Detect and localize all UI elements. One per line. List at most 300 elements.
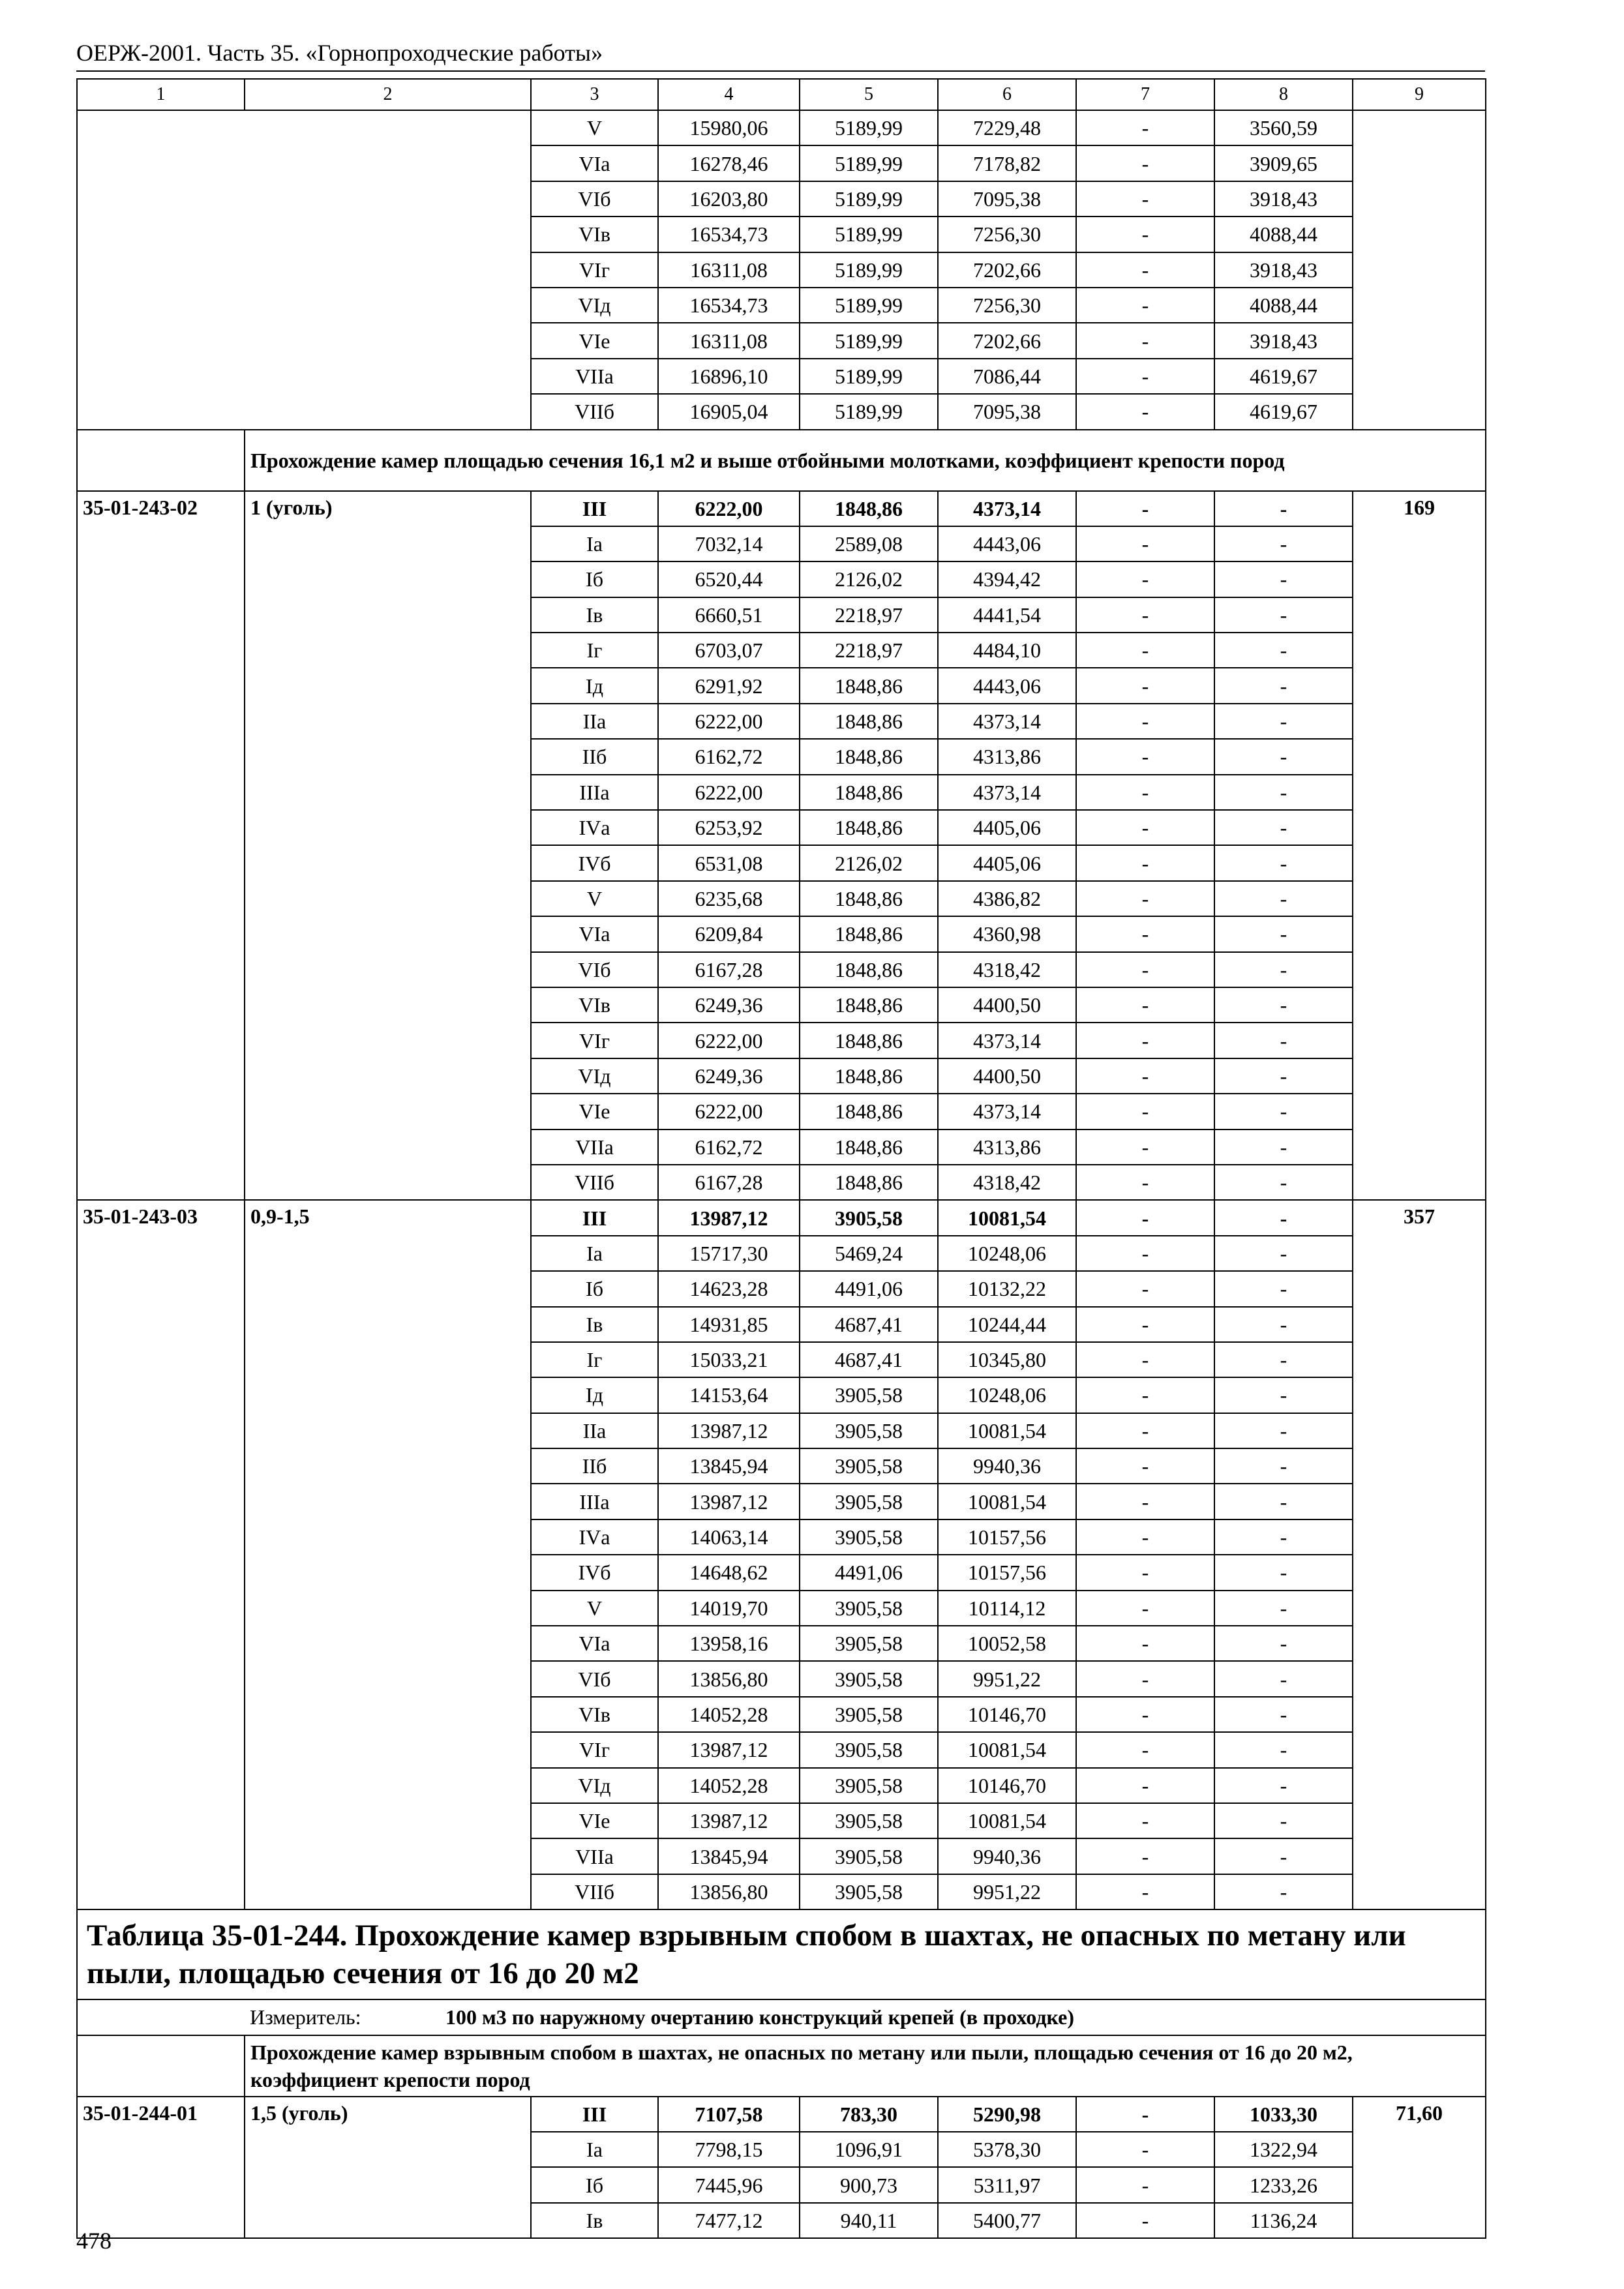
- cell-col-7: -: [1076, 987, 1214, 1023]
- cell-col-6: 9951,22: [938, 1874, 1076, 1909]
- cell-col-8: -: [1214, 1626, 1353, 1661]
- cell-col-6: 10146,70: [938, 1768, 1076, 1803]
- cell-col-3: VIд: [531, 1768, 658, 1803]
- column-number: 7: [1076, 79, 1214, 110]
- cell-col-8: 1136,24: [1214, 2203, 1353, 2238]
- unit-row: [77, 1999, 1486, 2035]
- cell-col-4: 14052,28: [658, 1768, 800, 1803]
- cell-col-8: -: [1214, 1023, 1353, 1058]
- cell-col-6: 4318,42: [938, 1165, 1076, 1200]
- header-rule: [76, 70, 1485, 72]
- cell-col-7: -: [1076, 1307, 1214, 1342]
- cell-col-5: 1848,86: [800, 739, 938, 774]
- cell-col-5: 1848,86: [800, 1023, 938, 1058]
- cell-col-8: -: [1214, 1697, 1353, 1732]
- table-row: [77, 2097, 1486, 2132]
- cell-col-5: 1848,86: [800, 775, 938, 810]
- cell-col-3: Iд: [531, 668, 658, 703]
- cell-col-4: 14063,14: [658, 1519, 800, 1555]
- cell-col-3: VIб: [531, 181, 658, 217]
- cell-col-6: 4400,50: [938, 987, 1076, 1023]
- cell-col-4: 6291,92: [658, 668, 800, 703]
- cell-col-7: -: [1076, 916, 1214, 951]
- cell-col-3: Iб: [531, 1271, 658, 1306]
- cell-col-7: -: [1076, 1484, 1214, 1519]
- cell-col-6: 7095,38: [938, 181, 1076, 217]
- unit-measure: [245, 1999, 1486, 2035]
- cell-col-3: VIв: [531, 987, 658, 1023]
- cell-col-3: Iб: [531, 2167, 658, 2202]
- cell-col-5: 900,73: [800, 2167, 938, 2202]
- cell-col-5: 1848,86: [800, 1165, 938, 1200]
- cell-col-7: -: [1076, 1448, 1214, 1484]
- empty-cell: [77, 110, 531, 430]
- cell-col-7: -: [1076, 1130, 1214, 1165]
- cell-col-5: 3905,58: [800, 1732, 938, 1767]
- cell-col-6: 4443,06: [938, 526, 1076, 561]
- cell-col-7: -: [1076, 739, 1214, 774]
- cell-col-8: 4088,44: [1214, 217, 1353, 252]
- cell-col-8: -: [1214, 526, 1353, 561]
- cell-col-8: 3918,43: [1214, 181, 1353, 217]
- cell-col-3: VIе: [531, 1094, 658, 1129]
- cell-col-6: 10146,70: [938, 1697, 1076, 1732]
- cell-col-3: VIа: [531, 145, 658, 181]
- cell-col-5: 1848,86: [800, 1058, 938, 1094]
- rock-hardness: 1 (уголь): [245, 491, 531, 1201]
- cell-col-3: IIIа: [531, 1484, 658, 1519]
- cell-col-3: VIв: [531, 217, 658, 252]
- cell-col-4: 7032,14: [658, 526, 800, 561]
- cell-col-4: 6162,72: [658, 739, 800, 774]
- cell-col-3: Iг: [531, 633, 658, 668]
- cell-col-7: -: [1076, 668, 1214, 703]
- cell-col-8: -: [1214, 561, 1353, 597]
- cell-col-4: 13856,80: [658, 1661, 800, 1696]
- cell-col-4: 15033,21: [658, 1342, 800, 1377]
- cell-col-7: -: [1076, 1732, 1214, 1767]
- cell-col-6: 10081,54: [938, 1732, 1076, 1767]
- cell-col-3: Iа: [531, 1236, 658, 1271]
- cell-col-5: 2218,97: [800, 597, 938, 633]
- cell-col-8: -: [1214, 1165, 1353, 1200]
- cell-col-6: 4313,86: [938, 1130, 1076, 1165]
- cell-col-4: 6167,28: [658, 952, 800, 987]
- cell-col-3: VIв: [531, 1697, 658, 1732]
- cell-col-3: V: [531, 110, 658, 145]
- cell-col-4: 6222,00: [658, 704, 800, 739]
- cell-col-8: -: [1214, 1555, 1353, 1590]
- cell-col-3: V: [531, 881, 658, 916]
- cell-col-8: 1033,30: [1214, 2097, 1353, 2132]
- rock-hardness: 1,5 (уголь): [245, 2097, 531, 2239]
- cell-col-7: -: [1076, 1768, 1214, 1803]
- cell-col-5: 4491,06: [800, 1555, 938, 1590]
- page-number: 478: [76, 2228, 112, 2254]
- cell-col-6: 7178,82: [938, 145, 1076, 181]
- cell-col-8: -: [1214, 1448, 1353, 1484]
- cell-col-5: 3905,58: [800, 1697, 938, 1732]
- cell-col-3: VIе: [531, 323, 658, 358]
- cell-col-4: 7107,58: [658, 2097, 800, 2132]
- section-heading-row: [77, 2035, 1486, 2097]
- cell-col-8: -: [1214, 1342, 1353, 1377]
- cell-col-6: 10157,56: [938, 1555, 1076, 1590]
- cell-col-7: -: [1076, 526, 1214, 561]
- cell-col-6: 7202,66: [938, 252, 1076, 288]
- cell-col-4: 6703,07: [658, 633, 800, 668]
- cell-col-6: 4441,54: [938, 597, 1076, 633]
- cell-col-8: -: [1214, 810, 1353, 845]
- cell-col-3: VIIа: [531, 1130, 658, 1165]
- cell-col-6: 4318,42: [938, 952, 1076, 987]
- cell-col-3: VIг: [531, 252, 658, 288]
- cell-col-4: 14019,70: [658, 1591, 800, 1626]
- cell-col-8: -: [1214, 1236, 1353, 1271]
- cell-col-6: 10114,12: [938, 1591, 1076, 1626]
- cell-col-8: -: [1214, 1732, 1353, 1767]
- cell-col-5: 3905,58: [800, 1626, 938, 1661]
- unit-label: Измеритель:: [250, 2005, 361, 2029]
- empty-cell: [77, 430, 245, 491]
- cell-col-7: -: [1076, 1519, 1214, 1555]
- cell-col-6: 4443,06: [938, 668, 1076, 703]
- cell-col-3: Iв: [531, 597, 658, 633]
- cell-col-3: VIе: [531, 1803, 658, 1838]
- cell-col-6: 7229,48: [938, 110, 1076, 145]
- cell-col-5: 5189,99: [800, 394, 938, 429]
- cell-col-6: 10345,80: [938, 1342, 1076, 1377]
- cell-col-6: 5290,98: [938, 2097, 1076, 2132]
- cell-col-6: 7095,38: [938, 394, 1076, 429]
- cell-col-8: -: [1214, 1519, 1353, 1555]
- cell-col-8: -: [1214, 881, 1353, 916]
- cell-col-5: 4687,41: [800, 1342, 938, 1377]
- cell-col-5: 3905,58: [800, 1768, 938, 1803]
- cell-col-3: VIIб: [531, 1165, 658, 1200]
- cell-col-6: 4373,14: [938, 1023, 1076, 1058]
- empty-cell: [77, 1999, 245, 2035]
- cell-col-8: 3560,59: [1214, 110, 1353, 145]
- cell-col-6: 4394,42: [938, 561, 1076, 597]
- cell-col-8: -: [1214, 1803, 1353, 1838]
- cell-col-3: VIа: [531, 1626, 658, 1661]
- cell-col-3: IVа: [531, 810, 658, 845]
- cell-col-8: -: [1214, 1271, 1353, 1306]
- cell-col-4: 6520,44: [658, 561, 800, 597]
- cell-col-3: VIIб: [531, 1874, 658, 1909]
- cell-col-7: -: [1076, 2097, 1214, 2132]
- cell-col-6: 4400,50: [938, 1058, 1076, 1094]
- cell-col-3: IVб: [531, 1555, 658, 1590]
- cell-col-7: -: [1076, 704, 1214, 739]
- cell-col-5: 5189,99: [800, 181, 938, 217]
- cell-col-6: 4386,82: [938, 881, 1076, 916]
- cell-col-7: -: [1076, 1838, 1214, 1874]
- cell-col-4: 13845,94: [658, 1448, 800, 1484]
- cell-col-3: VIб: [531, 952, 658, 987]
- cell-col-5: 4491,06: [800, 1271, 938, 1306]
- column-number: 1: [77, 79, 245, 110]
- cell-col-3: VIIа: [531, 359, 658, 394]
- cell-col-3: IIа: [531, 704, 658, 739]
- cell-col-8: -: [1214, 668, 1353, 703]
- cell-col-6: 4360,98: [938, 916, 1076, 951]
- cell-col-8: -: [1214, 491, 1353, 526]
- cell-col-3: IIа: [531, 1413, 658, 1448]
- cell-col-5: 5189,99: [800, 288, 938, 323]
- cell-col-5: 3905,58: [800, 1591, 938, 1626]
- table-title: Таблица 35-01-244. Прохождение камер взрывным спобом в шахтах, не опасных по метану или пыли, площадью сечения от 16 до 20 м2: [77, 1909, 1486, 1999]
- cell-col-5: 3905,58: [800, 1874, 938, 1909]
- cell-col-4: 6253,92: [658, 810, 800, 845]
- unit-value: 100 м3 по наружному очертанию конструкций крепей (в проходке): [445, 2005, 1075, 2029]
- cell-col-7: -: [1076, 2203, 1214, 2238]
- cell-col-4: 13987,12: [658, 1484, 800, 1519]
- cell-col-4: 16278,46: [658, 145, 800, 181]
- cell-col-8: 3918,43: [1214, 252, 1353, 288]
- cell-col-8: 1322,94: [1214, 2132, 1353, 2167]
- cell-col-8: -: [1214, 775, 1353, 810]
- labor-cost: 357: [1353, 1200, 1486, 1909]
- cell-col-8: -: [1214, 633, 1353, 668]
- cell-col-3: Iд: [531, 1377, 658, 1413]
- cell-col-4: 13987,12: [658, 1732, 800, 1767]
- table-title-row: [77, 1909, 1486, 1999]
- cell-col-4: 13958,16: [658, 1626, 800, 1661]
- cell-col-7: -: [1076, 1555, 1214, 1590]
- rock-hardness: 0,9-1,5: [245, 1200, 531, 1909]
- cell-col-4: 16311,08: [658, 252, 800, 288]
- cell-col-6: 10052,58: [938, 1626, 1076, 1661]
- cell-col-4: 6249,36: [658, 987, 800, 1023]
- cell-col-4: 7798,15: [658, 2132, 800, 2167]
- empty-cell: [1353, 110, 1486, 430]
- cell-col-4: 15717,30: [658, 1236, 800, 1271]
- cell-col-6: 4484,10: [938, 633, 1076, 668]
- cell-col-7: -: [1076, 1236, 1214, 1271]
- cell-col-3: IIб: [531, 739, 658, 774]
- cell-col-6: 9951,22: [938, 1661, 1076, 1696]
- rate-code: 35-01-243-03: [77, 1200, 245, 1909]
- cell-col-4: 16203,80: [658, 181, 800, 217]
- cell-col-4: 15980,06: [658, 110, 800, 145]
- column-number: 5: [800, 79, 938, 110]
- cell-col-8: -: [1214, 845, 1353, 880]
- cell-col-7: -: [1076, 881, 1214, 916]
- column-number: 9: [1353, 79, 1486, 110]
- cell-col-7: -: [1076, 845, 1214, 880]
- cell-col-3: IVб: [531, 845, 658, 880]
- cell-col-8: -: [1214, 1058, 1353, 1094]
- cell-col-6: 5311,97: [938, 2167, 1076, 2202]
- cell-col-6: 7202,66: [938, 323, 1076, 358]
- cell-col-8: 4088,44: [1214, 288, 1353, 323]
- cell-col-3: Iг: [531, 1342, 658, 1377]
- cell-col-7: -: [1076, 1413, 1214, 1448]
- labor-cost: 71,60: [1353, 2097, 1486, 2239]
- rate-code: 35-01-243-02: [77, 491, 245, 1201]
- cell-col-4: 13987,12: [658, 1803, 800, 1838]
- cell-col-6: 10081,54: [938, 1413, 1076, 1448]
- section-heading: Прохождение камер взрывным спобом в шахтах, не опасных по метану или пыли, площадью сечения от 16 до 20 м2, коэффициент крепости пород: [245, 2035, 1486, 2097]
- cell-col-5: 2589,08: [800, 526, 938, 561]
- cell-col-4: 6235,68: [658, 881, 800, 916]
- cell-col-6: 9940,36: [938, 1838, 1076, 1874]
- cell-col-6: 10248,06: [938, 1236, 1076, 1271]
- cell-col-8: -: [1214, 1130, 1353, 1165]
- cell-col-6: 10081,54: [938, 1803, 1076, 1838]
- cell-col-7: -: [1076, 597, 1214, 633]
- cell-col-5: 3905,58: [800, 1413, 938, 1448]
- cell-col-5: 3905,58: [800, 1803, 938, 1838]
- cell-col-4: 14623,28: [658, 1271, 800, 1306]
- cell-col-5: 1848,86: [800, 916, 938, 951]
- cell-col-7: -: [1076, 2167, 1214, 2202]
- cell-col-8: 1233,26: [1214, 2167, 1353, 2202]
- cell-col-8: -: [1214, 1874, 1353, 1909]
- cell-col-8: -: [1214, 1838, 1353, 1874]
- cell-col-4: 7477,12: [658, 2203, 800, 2238]
- cell-col-4: 7445,96: [658, 2167, 800, 2202]
- cell-col-6: 4405,06: [938, 810, 1076, 845]
- cell-col-3: IVа: [531, 1519, 658, 1555]
- cell-col-7: -: [1076, 1661, 1214, 1696]
- cell-col-6: 10244,44: [938, 1307, 1076, 1342]
- cell-col-8: 4619,67: [1214, 359, 1353, 394]
- cell-col-5: 1848,86: [800, 952, 938, 987]
- cell-col-7: -: [1076, 181, 1214, 217]
- cell-col-4: 16534,73: [658, 288, 800, 323]
- cell-col-4: 16311,08: [658, 323, 800, 358]
- cell-col-3: VIг: [531, 1023, 658, 1058]
- cell-col-8: -: [1214, 1661, 1353, 1696]
- cell-col-4: 13987,12: [658, 1200, 800, 1235]
- cell-col-6: 5400,77: [938, 2203, 1076, 2238]
- cell-col-5: 1848,86: [800, 704, 938, 739]
- cell-col-3: III: [531, 491, 658, 526]
- cell-col-5: 5189,99: [800, 359, 938, 394]
- cell-col-8: -: [1214, 1413, 1353, 1448]
- cell-col-4: 14052,28: [658, 1697, 800, 1732]
- cell-col-6: 4405,06: [938, 845, 1076, 880]
- cell-col-8: -: [1214, 1484, 1353, 1519]
- cell-col-4: 6167,28: [658, 1165, 800, 1200]
- cell-col-5: 1096,91: [800, 2132, 938, 2167]
- cell-col-5: 783,30: [800, 2097, 938, 2132]
- cell-col-7: -: [1076, 1023, 1214, 1058]
- column-number: 2: [245, 79, 531, 110]
- cell-col-8: -: [1214, 1768, 1353, 1803]
- column-number-row: [77, 79, 1486, 110]
- cell-col-7: -: [1076, 775, 1214, 810]
- table-row: [77, 1200, 1486, 1235]
- cell-col-4: 16896,10: [658, 359, 800, 394]
- cell-col-5: 1848,86: [800, 881, 938, 916]
- cell-col-5: 3905,58: [800, 1377, 938, 1413]
- cell-col-3: VIд: [531, 288, 658, 323]
- column-number: 4: [658, 79, 800, 110]
- table-row: [77, 491, 1486, 526]
- cell-col-8: -: [1214, 739, 1353, 774]
- cell-col-6: 10081,54: [938, 1200, 1076, 1235]
- cell-col-5: 5189,99: [800, 252, 938, 288]
- cell-col-4: 14153,64: [658, 1377, 800, 1413]
- cell-col-8: -: [1214, 1591, 1353, 1626]
- cell-col-7: -: [1076, 1626, 1214, 1661]
- cell-col-7: -: [1076, 217, 1214, 252]
- cell-col-3: VIг: [531, 1732, 658, 1767]
- cell-col-5: 1848,86: [800, 810, 938, 845]
- cell-col-5: 1848,86: [800, 1094, 938, 1129]
- cell-col-7: -: [1076, 2132, 1214, 2167]
- cell-col-5: 5189,99: [800, 145, 938, 181]
- cell-col-3: Iв: [531, 1307, 658, 1342]
- cell-col-6: 4313,86: [938, 739, 1076, 774]
- page-header: ОЕРЖ-2001. Часть 35. «Горнопроходческие работы»: [76, 40, 603, 66]
- cell-col-6: 10132,22: [938, 1271, 1076, 1306]
- column-number: 6: [938, 79, 1076, 110]
- cell-col-8: 3918,43: [1214, 323, 1353, 358]
- cell-col-7: -: [1076, 952, 1214, 987]
- cell-col-3: IIб: [531, 1448, 658, 1484]
- cell-col-4: 13987,12: [658, 1413, 800, 1448]
- cell-col-4: 6249,36: [658, 1058, 800, 1094]
- cell-col-4: 13845,94: [658, 1838, 800, 1874]
- cell-col-5: 3905,58: [800, 1200, 938, 1235]
- cell-col-5: 1848,86: [800, 491, 938, 526]
- cell-col-7: -: [1076, 1200, 1214, 1235]
- cell-col-8: -: [1214, 704, 1353, 739]
- cell-col-4: 16534,73: [658, 217, 800, 252]
- cell-col-6: 4373,14: [938, 491, 1076, 526]
- cell-col-6: 4373,14: [938, 1094, 1076, 1129]
- cell-col-7: -: [1076, 323, 1214, 358]
- cell-col-5: 5469,24: [800, 1236, 938, 1271]
- section-heading-row: [77, 430, 1486, 491]
- cell-col-8: -: [1214, 987, 1353, 1023]
- cell-col-8: -: [1214, 952, 1353, 987]
- cell-col-7: -: [1076, 1874, 1214, 1909]
- cell-col-5: 5189,99: [800, 323, 938, 358]
- cell-col-5: 3905,58: [800, 1519, 938, 1555]
- cell-col-4: 13856,80: [658, 1874, 800, 1909]
- cell-col-6: 10081,54: [938, 1484, 1076, 1519]
- cell-col-6: 4373,14: [938, 704, 1076, 739]
- cell-col-5: 4687,41: [800, 1307, 938, 1342]
- cell-col-3: VIIа: [531, 1838, 658, 1874]
- cell-col-7: -: [1076, 1803, 1214, 1838]
- cell-col-8: -: [1214, 1307, 1353, 1342]
- cell-col-7: -: [1076, 1377, 1214, 1413]
- cell-col-8: -: [1214, 597, 1353, 633]
- cell-col-7: -: [1076, 491, 1214, 526]
- cell-col-8: -: [1214, 916, 1353, 951]
- cell-col-8: -: [1214, 1377, 1353, 1413]
- cell-col-5: 5189,99: [800, 217, 938, 252]
- cell-col-5: 2126,02: [800, 561, 938, 597]
- cell-col-7: -: [1076, 288, 1214, 323]
- cell-col-5: 3905,58: [800, 1448, 938, 1484]
- cell-col-5: 2218,97: [800, 633, 938, 668]
- cell-col-3: VIIб: [531, 394, 658, 429]
- cell-col-4: 14931,85: [658, 1307, 800, 1342]
- cell-col-4: 14648,62: [658, 1555, 800, 1590]
- cell-col-4: 6222,00: [658, 775, 800, 810]
- cell-col-3: Iб: [531, 561, 658, 597]
- column-number: 3: [531, 79, 658, 110]
- cell-col-8: -: [1214, 1094, 1353, 1129]
